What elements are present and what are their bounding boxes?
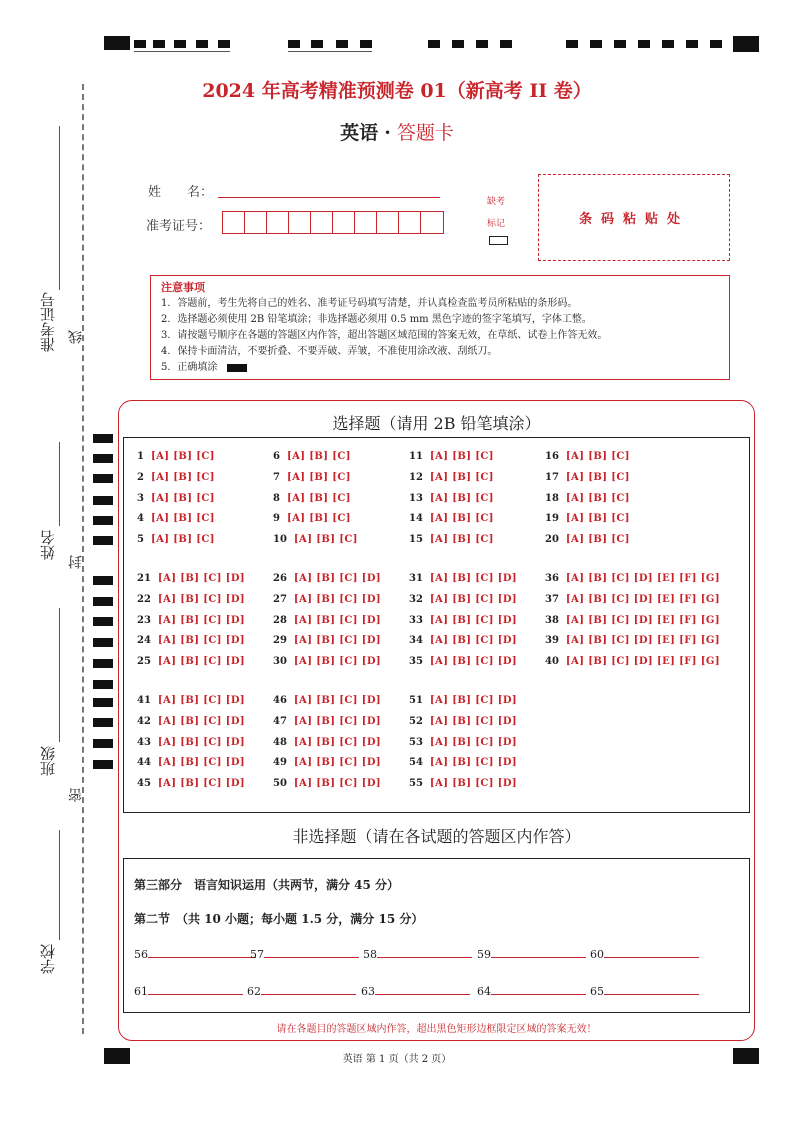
blank-line[interactable]	[148, 947, 256, 958]
choice-section-title: 选择题（请用 2B 铅笔填涂）	[332, 414, 541, 433]
choice-question[interactable]	[137, 594, 245, 605]
choice-question[interactable]	[545, 493, 630, 504]
question-number: 15	[409, 534, 423, 546]
blank-number: 56	[134, 948, 148, 961]
id-digit-box[interactable]	[399, 212, 421, 233]
question-number: 3	[137, 492, 144, 504]
choice-question[interactable]	[273, 716, 381, 727]
id-number-grid[interactable]	[222, 211, 444, 234]
absent-label-2: 标记	[487, 219, 506, 229]
blank-59[interactable]	[477, 947, 586, 961]
blank-65[interactable]	[590, 984, 699, 998]
page-title: 2024 年高考精准预测卷 01（新高考 II 卷）	[202, 80, 592, 102]
choice-question[interactable]	[545, 534, 630, 545]
answer-options[interactable]: [A] [B] [C] [D]	[157, 656, 246, 668]
id-write-line	[59, 126, 60, 290]
answer-options[interactable]: [A] [B] [C] [D]	[293, 757, 382, 769]
question-number: 36	[545, 573, 559, 584]
choice-question[interactable]	[273, 513, 351, 524]
choice-question[interactable]	[409, 615, 517, 626]
answer-options[interactable]: [A] [B] [C] [D] [E] [F] [G]	[565, 635, 720, 647]
answer-options[interactable]: [A] [B] [C] [D]	[293, 736, 382, 748]
timing-mark	[638, 40, 650, 48]
barcode-area: 条码粘贴处	[538, 174, 730, 261]
answer-options[interactable]: [A] [B] [C] [D]	[429, 635, 518, 647]
id-digit-box[interactable]	[267, 212, 289, 233]
subject-label: 英语	[340, 122, 379, 144]
question-number: 10	[273, 534, 287, 546]
blank-number: 64	[477, 985, 491, 998]
blank-61[interactable]	[134, 984, 243, 998]
name-field[interactable]	[218, 183, 440, 198]
blank-line[interactable]	[264, 947, 359, 958]
question-number: 41	[137, 695, 151, 706]
question-number: 51	[409, 695, 423, 706]
answer-options[interactable]: [A] [B] [C]	[150, 513, 215, 525]
choice-question[interactable]	[137, 451, 215, 462]
question-number: 2	[137, 471, 144, 483]
choice-question[interactable]	[273, 656, 381, 667]
timing-mark	[93, 454, 113, 463]
question-number: 13	[409, 492, 423, 504]
answer-options[interactable]: [A] [B] [C] [D]	[429, 695, 518, 706]
question-number: 52	[409, 715, 423, 727]
answer-options[interactable]: [A] [B] [C]	[286, 451, 351, 462]
choice-question[interactable]	[545, 451, 630, 462]
timing-mark	[104, 36, 130, 50]
timing-mark	[452, 40, 464, 48]
timing-mark	[93, 536, 113, 545]
timing-mark	[93, 617, 113, 626]
blank-57[interactable]	[250, 947, 359, 961]
question-number: 49	[273, 757, 287, 769]
timing-underline	[288, 51, 372, 52]
question-number: 28	[273, 614, 287, 626]
choice-question[interactable]	[137, 778, 245, 789]
note-item: 2．选择题必须使用 2B 铅笔填涂；非选择题必须用 0.5 mm 黑色字迹的签字笔填写，字体工整。	[161, 314, 592, 325]
question-number: 53	[409, 736, 423, 748]
question-number: 55	[409, 778, 423, 790]
answer-options[interactable]: [A] [B] [C] [D]	[157, 573, 246, 584]
answer-options[interactable]: [A] [B] [C] [D]	[293, 635, 382, 647]
answer-options[interactable]: [A] [B] [C] [D]	[293, 695, 382, 706]
timing-mark	[153, 40, 165, 48]
question-number: 30	[273, 656, 287, 668]
id-label: 准考证号：	[146, 219, 212, 234]
blank-line[interactable]	[377, 947, 472, 958]
timing-underline	[134, 51, 230, 52]
question-number: 5	[137, 534, 144, 546]
answer-options[interactable]: [A] [B] [C]	[565, 492, 630, 504]
answer-options[interactable]: [A] [B] [C] [D]	[157, 736, 246, 748]
question-number: 39	[545, 635, 559, 647]
timing-mark	[288, 40, 300, 48]
choice-question[interactable]	[273, 493, 351, 504]
answer-options[interactable]: [A] [B] [C]	[565, 471, 630, 483]
choice-question[interactable]	[137, 695, 245, 706]
answer-options[interactable]: [A] [B] [C]	[150, 451, 215, 462]
subtitle	[0, 118, 794, 145]
page-number: 英语 第 1 页（共 2 页）	[342, 1054, 452, 1065]
choice-question[interactable]	[409, 493, 494, 504]
answer-options[interactable]: [A] [B] [C] [D]	[293, 715, 382, 727]
answer-options[interactable]: [A] [B] [C]	[286, 471, 351, 483]
choice-question[interactable]	[137, 635, 245, 646]
choice-question[interactable]	[137, 534, 215, 545]
answer-options[interactable]: [A] [B] [C] [D]	[157, 695, 246, 706]
answer-options[interactable]: [A] [B] [C] [D]	[293, 614, 382, 626]
fill-sample-mark	[227, 364, 247, 372]
question-number: 29	[273, 635, 287, 647]
answer-options[interactable]: [A] [B] [C] [D]	[293, 573, 382, 584]
answer-options[interactable]: [A] [B] [C] [D]	[429, 715, 518, 727]
timing-mark	[476, 40, 488, 48]
class-write-line	[59, 608, 60, 742]
blank-number: 63	[361, 985, 375, 998]
timing-mark	[662, 40, 674, 48]
answer-options[interactable]: [A] [B] [C] [D] [E] [F] [G]	[565, 573, 720, 584]
answer-options[interactable]: [A] [B] [C] [D]	[157, 715, 246, 727]
timing-mark	[336, 40, 348, 48]
section-heading: 第二节 （共 10 小题；每小题 1.5 分，满分 15 分）	[134, 912, 424, 926]
note-item: 4．保持卡面清洁，不要折叠、不要弄破、弄皱，不准使用涂改液、刮纸刀。	[161, 346, 498, 357]
answer-options[interactable]: [A] [B] [C] [D]	[157, 757, 246, 769]
timing-mark	[134, 40, 146, 48]
timing-mark	[614, 40, 626, 48]
choice-question[interactable]	[273, 757, 381, 768]
question-number: 25	[137, 656, 151, 668]
question-number: 16	[545, 451, 559, 462]
choice-question[interactable]	[409, 635, 517, 646]
choice-question[interactable]	[409, 737, 517, 748]
timing-mark	[174, 40, 186, 48]
answer-options[interactable]: [A] [B] [C] [D]	[293, 593, 382, 605]
question-number: 19	[545, 513, 559, 525]
answer-options[interactable]: [A] [B] [C] [D] [E] [F] [G]	[565, 656, 720, 668]
answer-options[interactable]: [A] [B] [C] [D]	[429, 757, 518, 769]
question-number: 20	[545, 534, 559, 546]
answer-options[interactable]: [A] [B] [C] [D] [E] [F] [G]	[565, 614, 720, 626]
timing-mark	[93, 760, 113, 769]
choice-question[interactable]	[545, 573, 720, 584]
answer-options[interactable]: [A] [B] [C]	[565, 534, 630, 546]
choice-question[interactable]	[273, 573, 381, 584]
timing-mark	[196, 40, 208, 48]
note-item	[161, 360, 719, 376]
nonchoice-section-title: 非选择题（请在各试题的答题区内作答）	[292, 827, 581, 846]
blank-line[interactable]	[604, 947, 699, 958]
question-number: 12	[409, 471, 423, 483]
timing-mark	[710, 40, 722, 48]
answer-options[interactable]: [A] [B] [C]	[429, 513, 494, 525]
name-label: 姓 名：	[148, 185, 214, 200]
question-number: 8	[273, 492, 280, 504]
blank-56[interactable]	[134, 947, 256, 961]
blank-62[interactable]	[247, 984, 356, 998]
choice-question[interactable]	[273, 615, 381, 626]
choice-question[interactable]	[273, 635, 381, 646]
answer-options[interactable]: [A] [B] [C] [D]	[429, 778, 518, 790]
answer-options[interactable]: [A] [B] [C]	[286, 513, 351, 525]
answer-options[interactable]: [A] [B] [C]	[150, 492, 215, 504]
answer-options[interactable]: [A] [B] [C] [D]	[429, 614, 518, 626]
choice-question[interactable]	[137, 656, 245, 667]
choice-question[interactable]	[137, 493, 215, 504]
question-number: 37	[545, 593, 559, 605]
choice-question[interactable]	[137, 737, 245, 748]
answer-options[interactable]: [A] [B] [C] [D] [E] [F] [G]	[565, 593, 720, 605]
blank-number: 62	[247, 985, 261, 998]
notes-heading: 注意事项	[161, 281, 205, 294]
blank-line[interactable]	[148, 984, 243, 995]
blank-number: 57	[250, 948, 264, 961]
question-number: 50	[273, 778, 287, 790]
choice-question[interactable]	[545, 513, 630, 524]
absent-label-1: 缺考	[487, 197, 506, 207]
footer-warning: 请在各题目的答题区域内作答，超出黑色矩形边框限定区域的答案无效！	[276, 1024, 597, 1035]
question-number: 48	[273, 736, 287, 748]
timing-mark	[93, 576, 113, 585]
choice-question[interactable]	[273, 778, 381, 789]
choice-question[interactable]	[137, 757, 245, 768]
question-number: 14	[409, 513, 423, 525]
part-heading: 第三部分 语言知识运用（共两节，满分 45 分）	[134, 878, 400, 892]
answer-options[interactable]: [A] [B] [C] [D]	[429, 573, 518, 584]
card-label: 答题卡	[396, 122, 454, 144]
blank-number: 58	[363, 948, 377, 961]
question-number: 1	[137, 451, 144, 462]
answer-options[interactable]: [A] [B] [C]	[286, 492, 351, 504]
question-number: 31	[409, 573, 423, 584]
timing-mark	[428, 40, 440, 48]
id-digit-box[interactable]	[377, 212, 399, 233]
id-digit-box[interactable]	[311, 212, 333, 233]
blank-number: 60	[590, 948, 604, 961]
question-number: 26	[273, 573, 287, 584]
question-number: 17	[545, 471, 559, 483]
timing-mark	[93, 496, 113, 505]
blank-line[interactable]	[261, 984, 356, 995]
answer-options[interactable]: [A] [B] [C] [D]	[429, 736, 518, 748]
id-digit-box[interactable]	[289, 212, 311, 233]
question-number: 11	[409, 451, 423, 462]
timing-mark	[93, 698, 113, 707]
timing-mark	[93, 474, 113, 483]
question-number: 40	[545, 656, 559, 668]
timing-mark	[733, 36, 759, 52]
blank-number: 61	[134, 985, 148, 998]
question-number: 45	[137, 778, 151, 790]
timing-mark	[93, 638, 113, 647]
question-number: 6	[273, 451, 280, 462]
question-number: 4	[137, 513, 144, 525]
blank-63[interactable]	[361, 984, 470, 998]
question-number: 34	[409, 635, 423, 647]
question-number: 46	[273, 695, 287, 706]
question-number: 38	[545, 614, 559, 626]
choice-question[interactable]	[409, 594, 517, 605]
id-digit-box[interactable]	[421, 212, 443, 233]
answer-options[interactable]: [A] [B] [C] [D]	[429, 593, 518, 605]
question-number: 23	[137, 614, 151, 626]
id-digit-box[interactable]	[333, 212, 355, 233]
choice-question[interactable]	[409, 716, 517, 727]
timing-mark	[93, 659, 113, 668]
answer-options[interactable]: [A] [B] [C]	[429, 471, 494, 483]
id-digit-box[interactable]	[355, 212, 377, 233]
choice-question[interactable]	[409, 757, 517, 768]
answer-options[interactable]: [A] [B] [C] [D]	[429, 656, 518, 668]
question-number: 35	[409, 656, 423, 668]
question-number: 54	[409, 757, 423, 769]
name-write-line	[59, 442, 60, 526]
side-secret-mark: 密	[68, 788, 84, 802]
side-school-label: 学校	[39, 944, 57, 974]
choice-question[interactable]	[409, 534, 494, 545]
blank-line[interactable]	[375, 984, 470, 995]
timing-mark	[686, 40, 698, 48]
answer-options[interactable]: [A] [B] [C]	[429, 451, 494, 462]
question-number: 47	[273, 715, 287, 727]
blank-line[interactable]	[491, 984, 586, 995]
blank-64[interactable]	[477, 984, 586, 998]
choice-question[interactable]	[137, 573, 245, 584]
choice-question[interactable]	[409, 573, 517, 584]
timing-mark	[566, 40, 578, 48]
question-number: 32	[409, 593, 423, 605]
choice-question[interactable]	[409, 656, 517, 667]
subtitle-dot: ·	[384, 122, 391, 144]
answer-options[interactable]: [A] [B] [C]	[150, 471, 215, 483]
choice-question[interactable]	[545, 656, 720, 667]
note-item-text: 5．正确填涂	[161, 362, 218, 373]
answer-options[interactable]: [A] [B] [C] [D]	[157, 614, 246, 626]
answer-options[interactable]: [A] [B] [C] [D]	[293, 656, 382, 668]
answer-options[interactable]: [A] [B] [C]	[150, 534, 215, 546]
choice-question[interactable]	[273, 451, 351, 462]
choice-question[interactable]	[273, 534, 358, 545]
answer-options[interactable]: [A] [B] [C]	[429, 534, 494, 546]
choice-question[interactable]	[545, 635, 720, 646]
note-item: 1．答题前，考生先将自己的姓名、准考证号码填写清楚，并认真检查监考员所粘贴的条形码。	[161, 298, 578, 309]
timing-mark	[93, 516, 113, 525]
blank-number: 65	[590, 985, 604, 998]
id-digit-box[interactable]	[223, 212, 245, 233]
side-line-mark: 线	[68, 330, 84, 344]
choice-question[interactable]	[545, 615, 720, 626]
choice-question[interactable]	[137, 716, 245, 727]
id-digit-box[interactable]	[245, 212, 267, 233]
choice-question[interactable]	[409, 472, 494, 483]
answer-options[interactable]: [A] [B] [C] [D]	[293, 778, 382, 790]
choice-question[interactable]	[409, 451, 494, 462]
choice-question[interactable]	[273, 594, 381, 605]
side-class-label: 班级	[39, 746, 57, 776]
timing-mark	[93, 739, 113, 748]
question-number: 42	[137, 715, 151, 727]
timing-mark	[93, 680, 113, 689]
blank-line[interactable]	[604, 984, 699, 995]
absent-checkbox[interactable]	[489, 236, 508, 245]
question-number: 24	[137, 635, 151, 647]
blank-58[interactable]	[363, 947, 472, 961]
blank-60[interactable]	[590, 947, 699, 961]
question-number: 22	[137, 593, 151, 605]
blank-line[interactable]	[491, 947, 586, 958]
answer-options[interactable]: [A] [B] [C] [D]	[157, 635, 246, 647]
blank-number: 59	[477, 948, 491, 961]
timing-mark	[93, 434, 113, 443]
choice-question[interactable]	[137, 472, 215, 483]
answer-options[interactable]: [A] [B] [C]	[429, 492, 494, 504]
choice-question[interactable]	[273, 472, 351, 483]
side-name-label: 姓名	[39, 530, 57, 560]
question-number: 27	[273, 593, 287, 605]
answer-options[interactable]: [A] [B] [C]	[565, 451, 630, 462]
choice-question[interactable]	[409, 695, 517, 706]
question-number: 21	[137, 573, 151, 584]
choice-question[interactable]	[545, 594, 720, 605]
choice-question[interactable]	[409, 513, 494, 524]
question-number: 43	[137, 736, 151, 748]
timing-mark	[218, 40, 230, 48]
choice-question[interactable]	[409, 778, 517, 789]
timing-mark	[500, 40, 512, 48]
choice-question[interactable]	[273, 695, 381, 706]
side-id-label: 准考证号	[39, 292, 57, 352]
answer-options[interactable]: [A] [B] [C] [D]	[157, 778, 246, 790]
answer-options[interactable]: [A] [B] [C] [D]	[157, 593, 246, 605]
notes-box	[150, 275, 730, 380]
question-number: 9	[273, 513, 280, 525]
timing-mark	[93, 597, 113, 606]
question-number: 18	[545, 492, 559, 504]
note-item: 3．请按题号顺序在各题的答题区内作答，超出答题区域范围的答案无效，在草纸、试卷上作答无效。	[161, 330, 608, 341]
question-number: 44	[137, 757, 151, 769]
choice-question[interactable]	[545, 472, 630, 483]
timing-mark	[590, 40, 602, 48]
answer-options[interactable]: [A] [B] [C]	[293, 534, 358, 546]
side-seal-mark: 封	[68, 555, 84, 569]
answer-options[interactable]: [A] [B] [C]	[565, 513, 630, 525]
choice-question[interactable]	[273, 737, 381, 748]
school-write-line	[59, 830, 60, 940]
choice-question[interactable]	[137, 513, 215, 524]
question-number: 7	[273, 471, 280, 483]
timing-mark	[93, 718, 113, 727]
question-number: 33	[409, 614, 423, 626]
choice-question[interactable]	[137, 615, 245, 626]
timing-mark	[360, 40, 372, 48]
timing-mark	[311, 40, 323, 48]
